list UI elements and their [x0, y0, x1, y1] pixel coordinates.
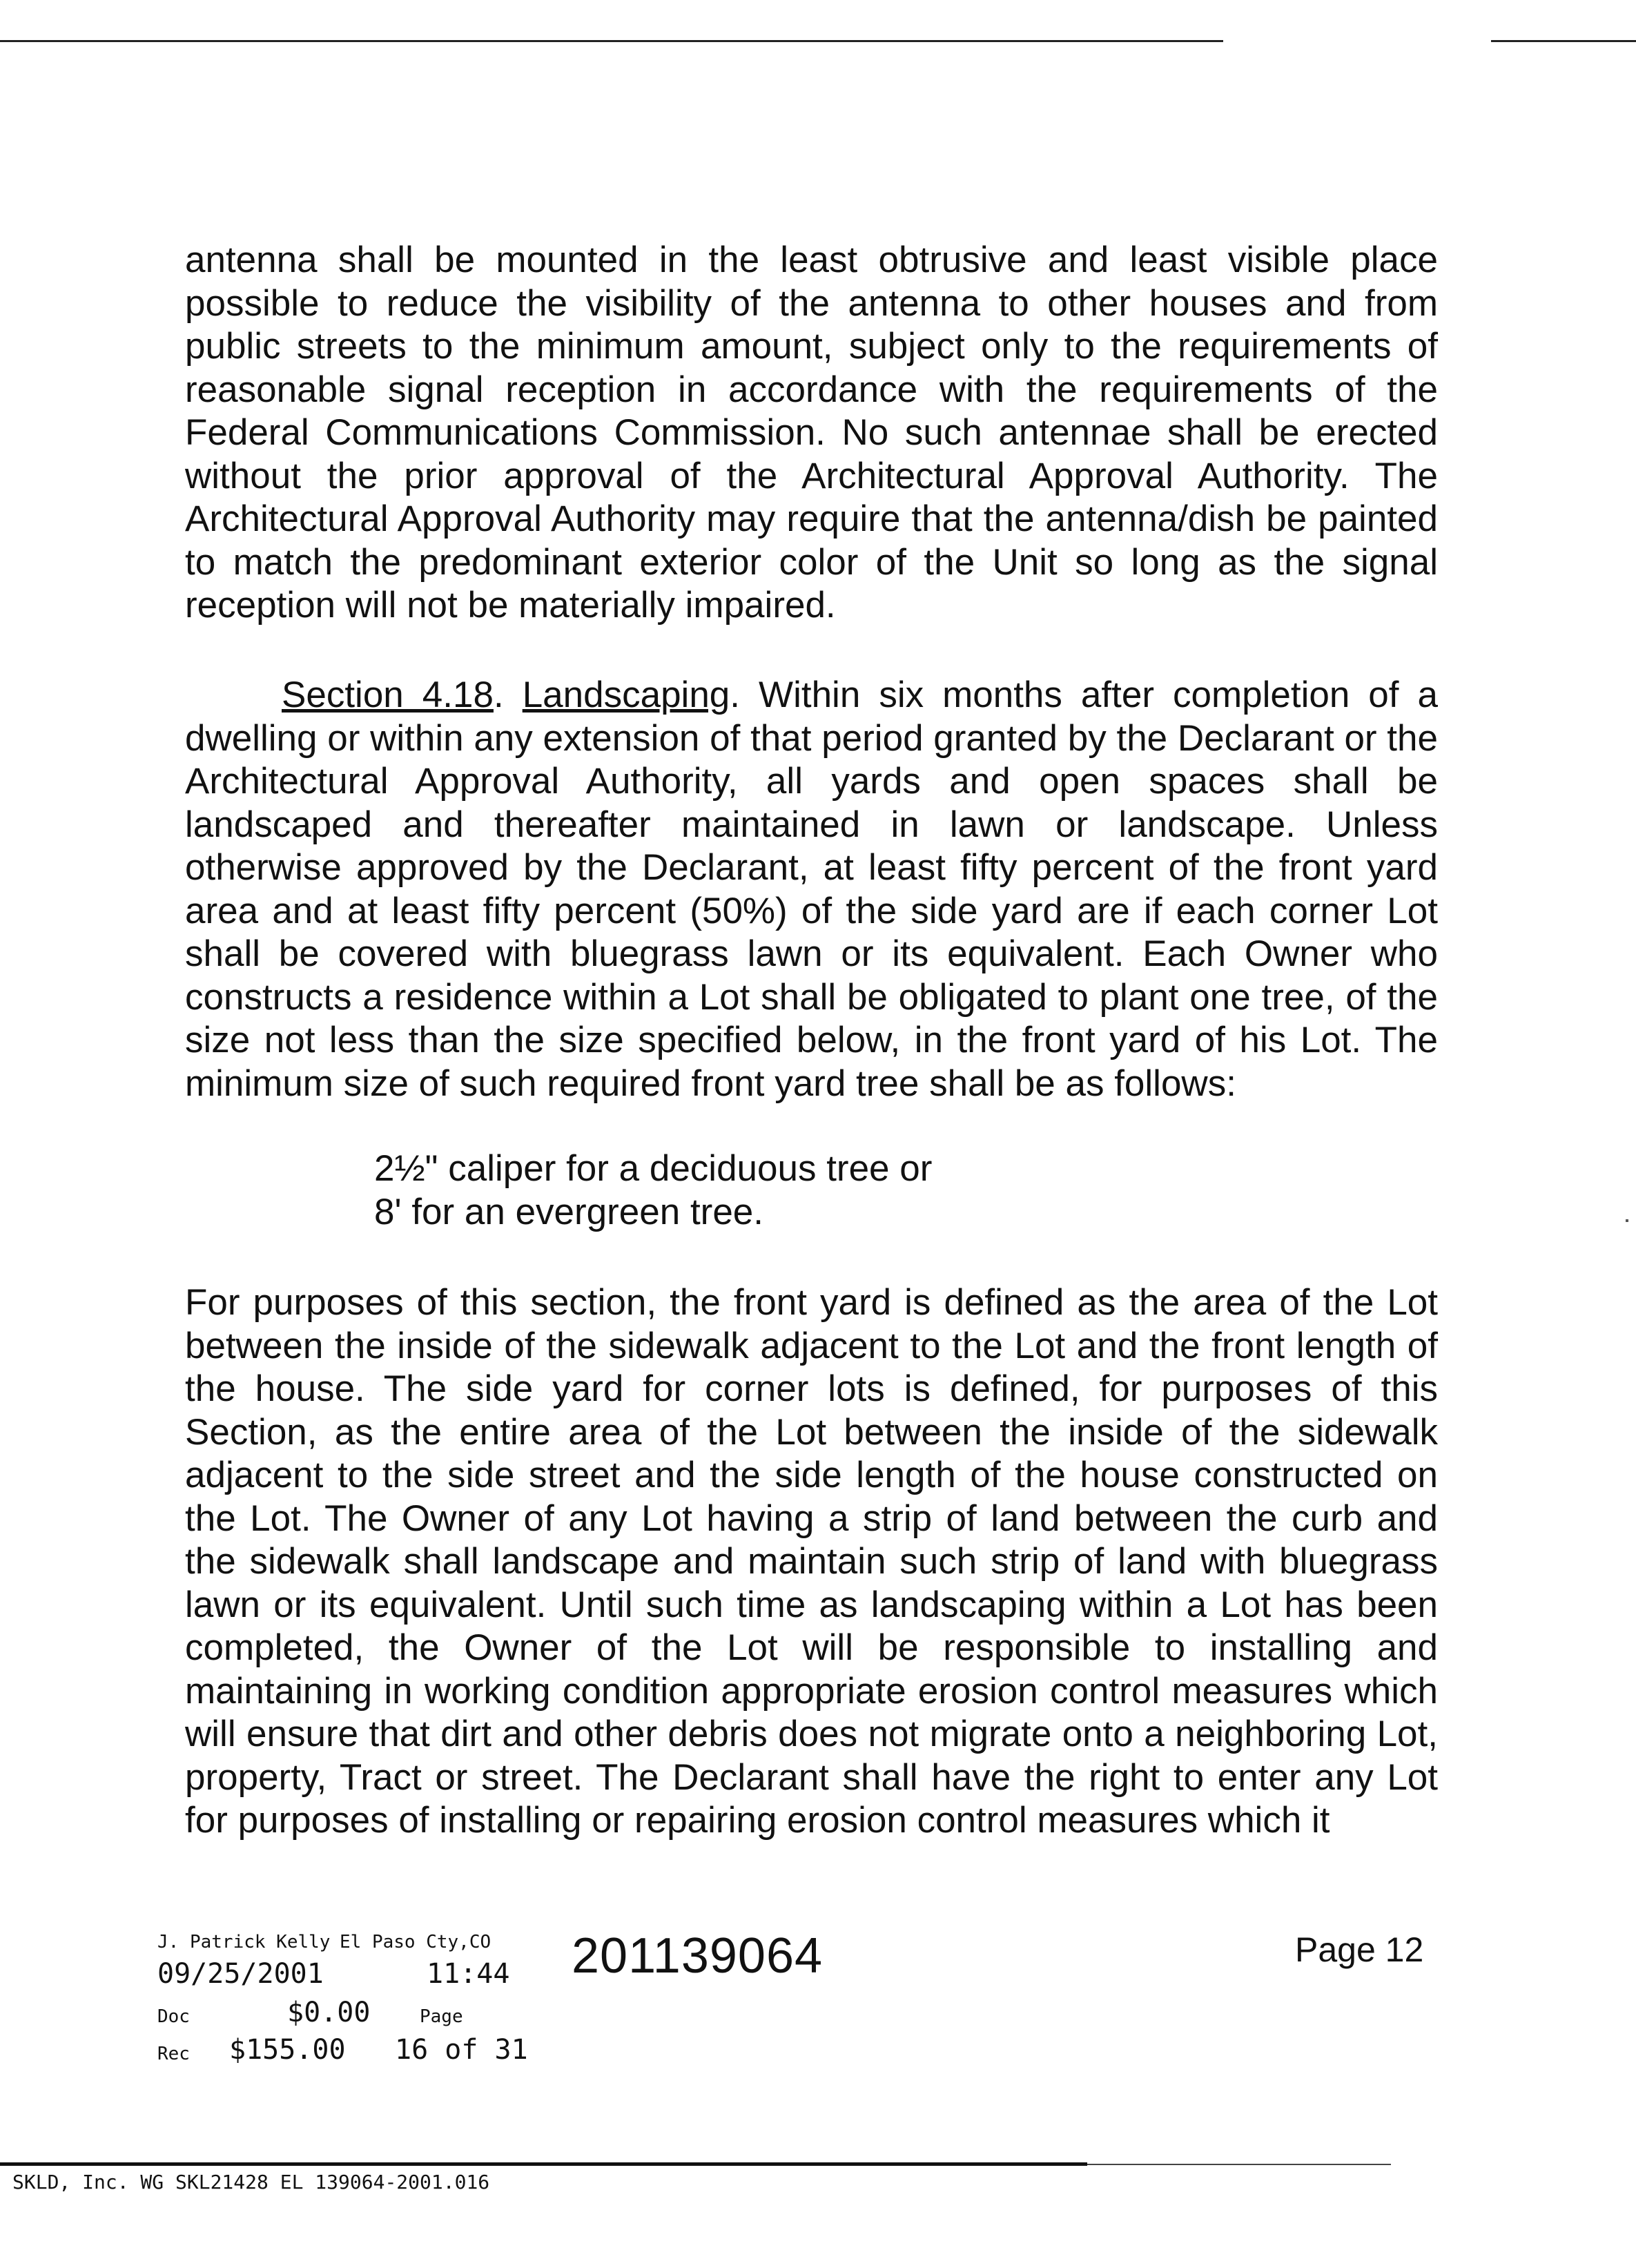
stamp-county: El Paso Cty,CO: [340, 1932, 491, 1952]
section-body: Within six months after completion of a dwelling or within any extension of that period granted by the Declarant or the Architectural Approval Authority, all yards and open spaces shall be landscaped and thereafter maintained in lawn or landscape. Unless otherwise approved by the Declarant, at least fifty percent of the front yard area and at least fifty percent (50%) of the side yard are if each corner Lot shall be covered with bluegrass lawn or its equivalent. Each Owner who constructs a residence within a Lot shall be obligated to plant one tree, of the size not less than the size specified below, in the front yard of his Lot. The minimum size of such required front yard tree shall be as follows:: [185, 675, 1438, 1104]
list-item: 2½" caliper for a deciduous tree or: [374, 1148, 933, 1189]
stamp-recorder: J. Patrick Kelly: [157, 1932, 331, 1952]
paragraph-front-yard: For purposes of this section, the front yard is defined as the area of the Lot between the inside of the sidewalk adjacent to the Lot and the front length of the house. The side yard for corner lots is defined, for purposes of this Section, as the entire area of the Lot between the inside of the sidewalk adjacent to the side street and the side length of the house constructed on the Lot. The Owner of any Lot having a strip of land between the curb and the sidewalk shall landscape and maintain such strip of land with bluegrass lawn or its equivalent. Until such time as landscaping within a Lot has been completed, the Owner of the Lot will be responsible to installing and maintaining in working condition appropriate erosion control measures which will ensure that dirt and other debris does not migrate onto a neighboring Lot, property, Tract or street. The Declarant shall have the right to enter any Lot for purposes of installing or repairing erosion control measures which it: [185, 1282, 1438, 1841]
stamp-date: 09/25/2001: [157, 1958, 324, 1990]
stamp-rec-fee: $155.00: [229, 2034, 346, 2066]
list-item: 8' for an evergreen tree.: [374, 1191, 764, 1232]
top-rule-right: [1491, 40, 1636, 42]
stamp-page-label: Page: [420, 2006, 463, 2027]
section-number: Section 4.18: [282, 675, 494, 715]
scan-speck: [1626, 1219, 1628, 1222]
bottom-rule-thin: [1087, 2164, 1391, 2165]
page-number: Page 12: [1295, 1930, 1424, 1969]
stamp-doc-label: Doc: [157, 2006, 190, 2027]
top-rule: [0, 40, 1223, 42]
tree-size-list: [374, 1147, 932, 1234]
section-title: Landscaping: [522, 675, 730, 715]
bottom-rule: [0, 2162, 1087, 2166]
reception-number: 201139064: [572, 1928, 824, 1984]
stamp-doc-fee: $0.00: [287, 1997, 371, 2028]
stamp-rec-label: Rec: [157, 2044, 190, 2064]
stamp-time: 11:44: [427, 1958, 510, 1990]
footer-code: SKLD, Inc. WG SKL21428 EL 139064-2001.016: [12, 2171, 490, 2193]
paragraph-landscaping: Section 4.18. Landscaping. Within six months after completion of a dwelling or within any extension of that period granted by the Declarant or the Architectural Approval Authority, all yards and open spaces shall be landscaped and thereafter maintained in lawn or landscape. Unless otherwise approved by the Declarant, at least fifty percent of the front yard area and at least fifty percent (50%) of the side yard are if each corner Lot shall be covered with bluegrass lawn or its equivalent. Each Owner who constructs a residence within a Lot shall be obligated to plant one tree, of the size not less than the size specified below, in the front yard of his Lot. The minimum size of such required front yard tree shall be as follows:: [185, 675, 1438, 1104]
paragraph-antenna: antenna shall be mounted in the least obtrusive and least visible place possible to reduce the visibility of the antenna to other houses and from public streets to the minimum amount, subject only to the requirements of reasonable signal reception in accordance with the requirements of the Federal Communications Commission. No such antennae shall be erected without the prior approval of the Architectural Approval Authority. The Architectural Approval Authority may require that the antenna/dish be painted to match the predominant exterior color of the Unit so long as the signal reception will not be materially impaired.: [185, 240, 1438, 626]
stamp-page-of: 16 of 31: [395, 2034, 528, 2066]
